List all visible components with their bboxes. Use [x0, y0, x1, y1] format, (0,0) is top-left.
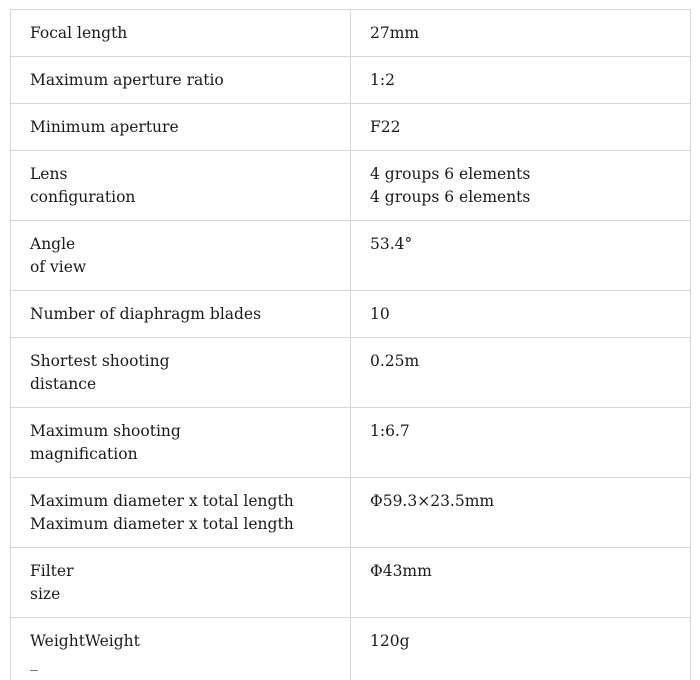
- table-row: [11, 548, 691, 618]
- spec-label-text: Maximum aperture ratio: [30, 69, 342, 92]
- spec-label-text: Number of diaphragm blades: [30, 303, 342, 326]
- spec-label: [11, 10, 351, 57]
- spec-label: [11, 408, 351, 478]
- spec-label: [11, 338, 351, 408]
- spec-value: [351, 291, 691, 338]
- spec-label-text: Maximum shooting: [30, 420, 342, 443]
- spec-value-text: 0.25m: [370, 350, 682, 373]
- spec-label-text: Minimum aperture: [30, 116, 342, 139]
- spec-value: [351, 104, 691, 151]
- spec-value-text: 120g: [370, 630, 682, 653]
- spec-value-text: 4 groups 6 elements: [370, 186, 682, 209]
- spec-value-text: Φ59.3×23.5mm: [370, 490, 682, 513]
- spec-label: [11, 57, 351, 104]
- spec-value-text: 10: [370, 303, 682, 326]
- spec-value: [351, 618, 691, 680]
- table-row: [11, 478, 691, 548]
- spec-label: [11, 548, 351, 618]
- spec-label-text: _: [30, 655, 342, 669]
- spec-label-text: WeightWeight: [30, 630, 342, 653]
- spec-value-text: 53.4°: [370, 233, 682, 256]
- spec-value-text: Φ43mm: [370, 560, 682, 583]
- table-row: [11, 291, 691, 338]
- spec-value: [351, 57, 691, 104]
- table-row: [11, 618, 691, 680]
- spec-label-text: Angle: [30, 233, 342, 256]
- spec-value: [351, 151, 691, 221]
- spec-label-text: of view: [30, 256, 342, 279]
- spec-label-text: magnification: [30, 443, 342, 466]
- spec-value-text: F22: [370, 116, 682, 139]
- spec-value: [351, 478, 691, 548]
- spec-label: [11, 104, 351, 151]
- spec-label: [11, 291, 351, 338]
- spec-value-text: 4 groups 6 elements: [370, 163, 682, 186]
- spec-label-text: Focal length: [30, 22, 342, 45]
- table-row: [11, 151, 691, 221]
- spec-label: [11, 478, 351, 548]
- spec-label: [11, 151, 351, 221]
- spec-label-text: Lens: [30, 163, 342, 186]
- spec-value-text: 1:6.7: [370, 420, 682, 443]
- table-row: [11, 221, 691, 291]
- spec-value: [351, 408, 691, 478]
- table-row: [11, 338, 691, 408]
- spec-label-text: Shortest shooting: [30, 350, 342, 373]
- spec-label-text: Filter: [30, 560, 342, 583]
- spec-label-text: Maximum diameter x total length: [30, 490, 342, 513]
- specifications-table: [10, 9, 691, 680]
- spec-value: [351, 548, 691, 618]
- spec-label-text: configuration: [30, 186, 342, 209]
- spec-value: [351, 338, 691, 408]
- table-row: [11, 408, 691, 478]
- spec-value-text: 1:2: [370, 69, 682, 92]
- spec-label-text: distance: [30, 373, 342, 396]
- spec-label: [11, 618, 351, 680]
- table-row: [11, 10, 691, 57]
- spec-label-text: Maximum diameter x total length: [30, 513, 342, 536]
- spec-value: [351, 10, 691, 57]
- table-row: [11, 57, 691, 104]
- table-row: [11, 104, 691, 151]
- spec-label-text: size: [30, 583, 342, 606]
- spec-value: [351, 221, 691, 291]
- spec-value-text: 27mm: [370, 22, 682, 45]
- spec-label: [11, 221, 351, 291]
